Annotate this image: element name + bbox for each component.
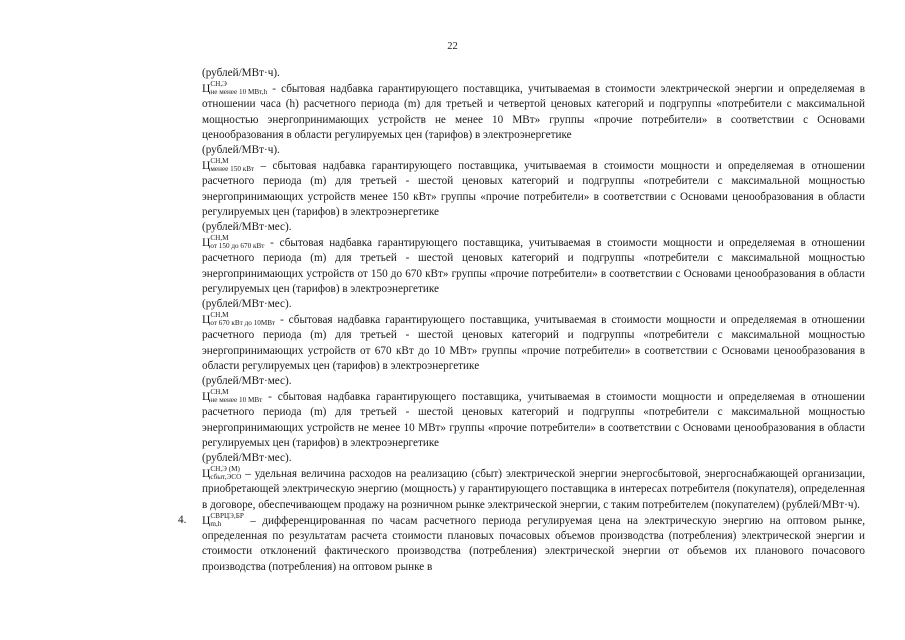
definition-paragraph <box>202 158 865 235</box>
item-text: – дифференцированная по часам расчетного периода регулируемая цена на электрическую энергию на оптовом рынке, определенная по результатам расчета стоимости плановых почасовых объемов производства (потребления) электрической энергии и стоимости отклонений фактического производства (потребления) электрической энергии от объемов их планового почасового производства (потребления) на оптовом рынке в <box>202 514 865 573</box>
definition-paragraph <box>202 389 865 466</box>
symbol-subscript: менее 150 кВт <box>210 165 255 174</box>
numbered-item <box>178 511 865 575</box>
item-number: 4. <box>178 513 187 526</box>
page-number: 22 <box>447 41 458 52</box>
symbol-subscript: сбыт,ЭСО <box>210 473 242 482</box>
document-body <box>178 66 865 575</box>
tariff-symbol: Ц СН,М от 670 кВт до 10МВт <box>202 311 276 328</box>
tariff-symbol: Ц СН,Э (М) сбыт,ЭСО <box>202 465 242 482</box>
definition-text: - сбытовая надбавка гарантирующего поставщика, учитываемая в стоимости мощности и определяемая в отношении расчетного периода (m) для третьей - шестой ценовых категорий и подгруппы «потребители с максимальной мощностью энергопринимающих устройств от 670 кВт до 10 МВт» группы «прочие потребители» в соответствии с Основами ценообразования в области регулируемых цен (тарифов) в электроэнергетике <box>202 314 865 372</box>
symbol-subscript: m,h <box>210 519 222 528</box>
tariff-symbol: Ц СН,Э не менее 10 МВт,h <box>202 80 268 97</box>
tariff-symbol: Ц СН,М не менее 10 МВт <box>202 388 263 405</box>
symbol-superscript: СН,М <box>210 234 229 243</box>
definition-unit: (рублей/МВт·мес). <box>202 298 292 311</box>
symbol-superscript: СН,М <box>210 157 229 166</box>
definition-unit: (рублей/МВт·мес). <box>202 221 292 234</box>
definition-paragraph <box>202 466 865 513</box>
definition-text: - сбытовая надбавка гарантирующего поставщика, учитываемая в стоимости мощности и определяемая в отношении расчетного периода (m) для третьей - шестой ценовых категорий и подгруппы «потребители с максимальной мощностью энергопринимающих устройств не менее 10 МВт» группы «прочие потребители» в соответствии с Основами ценообразования в области регулируемых цен (тарифов) в электроэнергетике <box>202 391 865 449</box>
symbol-subscript: не менее 10 МВт <box>210 396 263 405</box>
symbol-subscript: не менее 10 МВт,h <box>210 88 268 97</box>
definition-paragraph <box>202 235 865 312</box>
definition-text: - сбытовая надбавка гарантирующего поставщика, учитываемая в стоимости мощности и определяемая в отношении расчетного периода (m) для третьей - шестой ценовых категорий и подгруппы «потребители с максимальной мощностью энергопринимающих устройств от 150 до 670 кВт» группы «прочие потребители» в соответствии с Основами ценообразования в области регулируемых цен (тарифов) в электроэнергетике <box>202 237 865 295</box>
opening-unit: (рублей/МВт·ч). <box>202 67 280 79</box>
definition-text: – сбытовая надбавка гарантирующего поставщика, учитываемая в стоимости мощности и определяемая в отношении расчетного периода (m) для третьей - шестой ценовых категорий и подгруппы «потребители с максимальной мощностью энергопринимающих устройств менее 150 кВт» группы «прочие потребители» в соответствии с Основами ценообразования в области регулируемых цен (тарифов) в электроэнергетике <box>202 160 865 218</box>
symbol-subscript: от 670 кВт до 10МВт <box>210 319 276 328</box>
symbol-superscript: СН,Э (М) <box>210 465 240 474</box>
tariff-symbol: Ц СН,М от 150 до 670 кВт <box>202 234 265 251</box>
tariff-symbol: Ц СВРЦЭ,БР m,h <box>202 511 244 528</box>
symbol-subscript: от 150 до 670 кВт <box>210 242 265 251</box>
definition-paragraph <box>202 81 865 158</box>
definition-unit: (рублей/МВт·мес). <box>202 375 292 388</box>
symbol-superscript: СВРЦЭ,БР <box>210 511 244 520</box>
definition-unit: (рублей/МВт·ч). <box>202 144 280 157</box>
symbol-superscript: СН,М <box>210 311 229 320</box>
definition-text: - сбытовая надбавка гарантирующего поставщика, учитываемая в стоимости электрической энергии и определяемая в отношении часа (h) расчетного периода (m) для третьей и четвертой ценовых категорий и подгруппы «потребители с максимальной мощностью энергопринимающих устройств не менее 10 МВт» группы «прочие потребители» в соответствии с Основами ценообразования в области регулируемых цен (тарифов) в электроэнергетике <box>202 83 865 141</box>
symbol-superscript: СН,М <box>210 388 229 397</box>
definition-text: – удельная величина расходов на реализацию (сбыт) электрической энергии энергосбытовой, энергоснабжающей организации, приобретающей электрическую энергию (мощность) у гарантирующего поставщика в интересах потребителя (покупателя), определенная в договоре, обеспечивающем продажу на розничном рынке электрической энергии, с таким потребителем (покупателем) (рублей/МВт·ч). <box>202 468 865 511</box>
definition-unit: (рублей/МВт·мес). <box>202 452 292 465</box>
tariff-symbol: Ц СН,М менее 150 кВт <box>202 157 255 174</box>
symbol-superscript: СН,Э <box>210 80 227 89</box>
definition-paragraph <box>202 312 865 389</box>
